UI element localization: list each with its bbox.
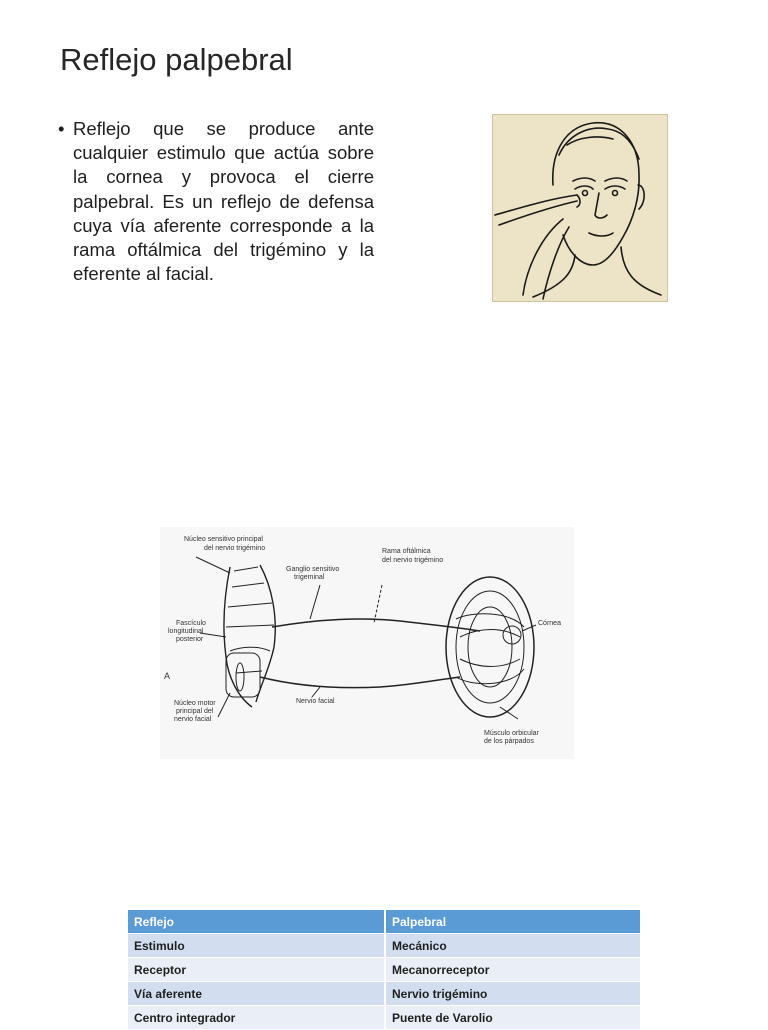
table-row [128, 934, 640, 958]
label-nucleo-motor-2: principal del [176, 708, 214, 715]
table-cell: Mecánico [385, 934, 640, 958]
face-illustration [492, 114, 668, 302]
table-cell: Nervio trigémino [385, 982, 640, 1006]
table-cell: Mecanorreceptor [385, 958, 640, 982]
label-ganglio-2: trigeminal [294, 574, 325, 581]
bullet-text: Reflejo que se produce ante cualquier estimulo que actúa sobre la cornea y provoca el cierre palpebral. Es un reflejo de defensa cuya vía aferente corresponde a la rama oftálmica del trigémino y la eferente al facial. [73, 118, 374, 285]
reflex-pathway-diagram [160, 527, 574, 759]
table-row [128, 958, 640, 982]
label-cornea: Córnea [538, 620, 561, 627]
label-panel-letter: A [164, 671, 171, 681]
face-drawing [493, 115, 667, 301]
table-header-row [128, 910, 640, 934]
table-row [128, 982, 640, 1006]
label-musculo: Músculo orbicular [484, 730, 539, 737]
table-cell: Centro integrador [128, 1006, 385, 1030]
label-fasciculo-2: longitudinal [168, 628, 204, 635]
table-header-cell: Reflejo [128, 910, 385, 934]
label-nervio-facial: Nervio facial [296, 698, 335, 705]
label-fasciculo: Fascículo [176, 620, 206, 627]
label-nucleo-sensitivo-2: del nervio trigémino [204, 545, 266, 552]
table-cell: Estimulo [128, 934, 385, 958]
bullet-paragraph [58, 117, 374, 286]
table-header-cell: Palpebral [385, 910, 640, 934]
label-ganglio: Ganglio sensitivo [286, 566, 340, 573]
label-nucleo-motor-3: nervio facial [174, 716, 212, 723]
pathway-drawing [160, 527, 574, 759]
slide-title: Reflejo palpebral [60, 42, 293, 77]
table-cell: Receptor [128, 958, 385, 982]
label-fasciculo-3: posterior [176, 636, 204, 643]
bullet-marker: • [58, 118, 65, 139]
label-nucleo-motor: Núcleo motor [174, 700, 216, 707]
table-cell: Vía aferente [128, 982, 385, 1006]
label-nucleo-sensitivo: Núcleo sensitivo principal [184, 536, 263, 543]
reflex-summary-table [128, 910, 640, 1030]
table-cell: Puente de Varolio [385, 1006, 640, 1030]
label-rama-2: del nervio trigémino [382, 557, 444, 564]
label-musculo-2: de los párpados [484, 738, 534, 745]
table-row [128, 1006, 640, 1030]
label-rama: Rama oftálmica [382, 548, 431, 555]
